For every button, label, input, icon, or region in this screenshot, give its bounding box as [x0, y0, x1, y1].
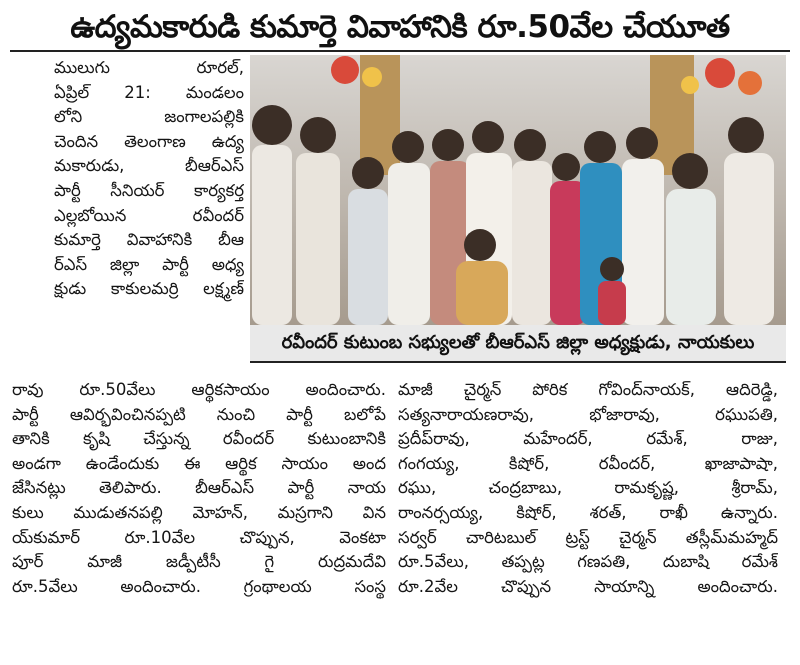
lead-line: చెందిన తెలంగాణ ఉద్య — [54, 131, 244, 151]
body-line: కులు ముడుతనపల్లి మోహన్, మస్రగాని విన — [12, 502, 386, 522]
article-photo — [250, 55, 786, 325]
body-column-left — [12, 378, 386, 599]
body-line: రూ.5వేలు, తప్పట్ల గణపతి, దుబాషి రమేశ్ — [398, 552, 778, 572]
lead-line: ములుగు రూరల్, — [54, 58, 244, 77]
lead-line: కుమార్తె వివాహానికి బీఆ — [54, 230, 244, 250]
body-line: రాంనర్సయ్య, కిషోర్, శరత్, రాఖీ ఉన్నారు. — [398, 502, 778, 522]
headline-rule — [10, 50, 790, 52]
lead-column — [54, 56, 244, 302]
body-column-right — [398, 378, 778, 599]
body-line: పార్టీ ఆవిర్భవించినప్పటి నుంచి పార్టీ బలోపే — [12, 404, 386, 424]
body-line: సర్వర్ చారిటబుల్ ట్రస్ట్ చైర్మన్ తస్లీమ్‌మహ్మద్ — [398, 527, 778, 547]
lead-line: ర్ఎస్ జిల్లా పార్టీ అధ్య — [54, 254, 244, 274]
lead-line: క్షుడు కాకులమర్రి లక్ష్మణ్ — [54, 279, 244, 299]
body-line: రూ.5వేలు అందించారు. గ్రంథాలయ సంస్థ — [12, 576, 386, 596]
body-line: పూర్ మాజీ జడ్పీటీసీ గై రుద్రమదేవి — [12, 552, 386, 572]
lead-line: ఏప్రిల్ 21: మండలం — [54, 82, 244, 102]
body-line: తానికి కృషి చేస్తున్న రవీందర్ కుటుంబానికి — [12, 429, 386, 449]
body-line: అండగా ఉండేందుకు ఈ ఆర్థిక సాయం అంద — [12, 453, 386, 473]
body-line: రూ.2వేల చొప్పున సాయాన్ని అందించారు. — [398, 576, 778, 596]
photo-caption: రవీందర్ కుటుంబ సభ్యులతో బీఆర్ఎస్ జిల్లా అధ్యక్షుడు, నాయకులు — [250, 325, 786, 363]
lead-line: లోని జంగాలపల్లికి — [54, 107, 244, 127]
body-line: రావు రూ.50వేలు ఆర్థికసాయం అందించారు. — [12, 380, 386, 399]
lead-line: మకారుడు, బీఆర్ఎస్ — [54, 156, 244, 176]
body-line: మాజీ చైర్మన్ పోరిక గోవింద్‌నాయక్, ఆదిరెడ్డి, — [398, 380, 778, 399]
body-line: రఘు, చంద్రబాబు, రామకృష్ణ, శ్రీరామ్, — [398, 478, 778, 498]
body-line: ప్రదీప్‌రావు, మహేందర్, రమేశ్, రాజు, — [398, 429, 778, 449]
body-line: గంగయ్య, కిషోర్, రవీందర్, ఖాజాపాషా, — [398, 453, 778, 473]
body-line: య్‌కుమార్ రూ.10వేల చొప్పున, వెంకటా — [12, 527, 386, 547]
body-line: సత్యనారాయణరావు, భోజారావు, రఘుపతి, — [398, 404, 778, 424]
lead-line: పార్టీ సీనియర్ కార్యకర్త — [54, 180, 244, 200]
lead-line: ఎల్లబోయిన రవీందర్ — [54, 205, 244, 225]
body-line: జేసినట్లు తెలిపారు. బీఆర్ఎస్ పార్టీ నాయ — [12, 478, 386, 498]
headline: ఉద్యమకారుడి కుమార్తె వివాహానికి రూ.50వేల చేయూత — [70, 9, 730, 45]
